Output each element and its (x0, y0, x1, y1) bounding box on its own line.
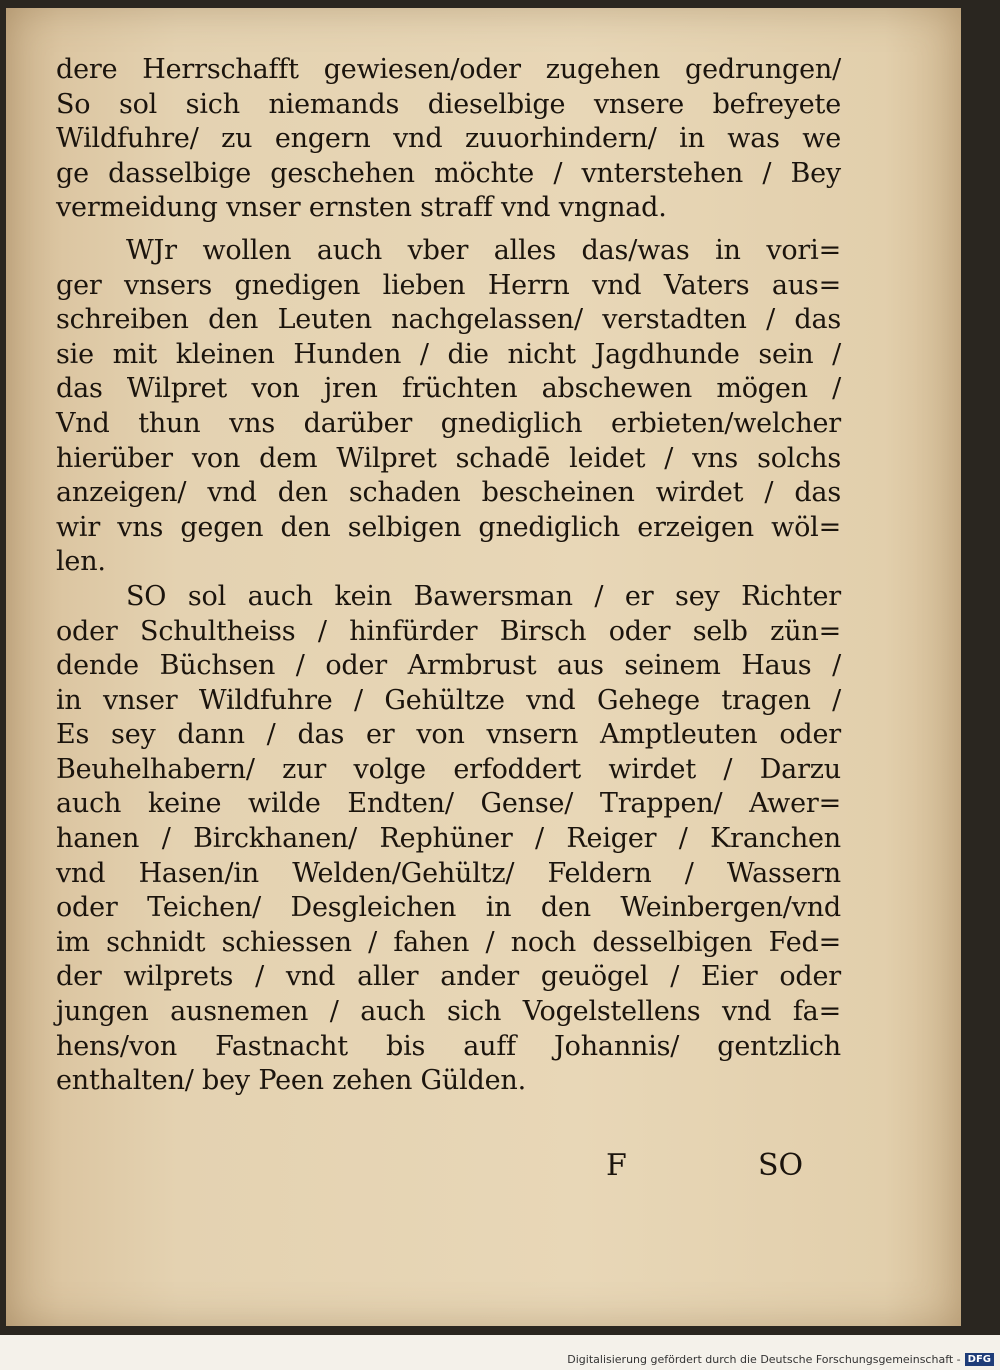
book-page (6, 8, 961, 1326)
text-line: hierüber von dem Wilpret schadē leidet / vns solchs (56, 442, 841, 474)
text-line: Vnd thun vns darüber gnediglich erbieten/welcher (56, 407, 841, 439)
text-line: anzeigen/ vnd den schaden bescheinen wirdet / das (56, 477, 841, 509)
digitization-footer (567, 1353, 994, 1366)
text-line: dende Büchsen / oder Armbrust aus seinem Haus / (56, 650, 841, 682)
text-line: hanen / Birckhanen/ Rephüner / Reiger / Kranchen (56, 823, 841, 855)
catchword: SO (758, 1148, 804, 1183)
text-line: enthalten/ bey Peen zehen Gülden. (56, 1065, 526, 1097)
text-line: len. (56, 546, 106, 578)
text-line: ge dasselbige geschehen möchte / vnterstehen / Bey (56, 157, 841, 189)
text-line: auch keine wilde Endten/ Gense/ Trappen/ Awer= (56, 788, 841, 820)
dfg-logo: DFG (965, 1353, 994, 1366)
text-line: WJr wollen auch vber alles das/was in vori= (126, 234, 841, 266)
text-line: jungen ausnemen / auch sich Vogelstellens vnd fa= (56, 996, 841, 1028)
text-line: So sol sich niemands dieselbige vnsere befreyete (56, 88, 841, 120)
paragraph-3 (56, 580, 841, 1099)
text-line: wir vns gegen den selbigen gnediglich erzeigen wöl= (56, 511, 841, 543)
signature-mark: F (606, 1148, 627, 1183)
text-line: dere Herrschafft gewiesen/oder zugehen gedrungen/ (56, 54, 841, 85)
text-line: sie mit kleinen Hunden / die nicht Jagdhunde sein / (56, 338, 841, 370)
text-line: Beuhelhabern/ zur volge erfoddert wirdet / Darzu (56, 753, 841, 785)
text-line: SO sol auch kein Bawersman / er sey Richter (126, 580, 841, 612)
text-line: schreiben den Leuten nachgelassen/ verstadten / das (56, 304, 841, 336)
footer-label: Digitalisierung gefördert durch die Deutsche Forschungsgemeinschaft - (567, 1353, 961, 1366)
text-line: Es sey dann / das er von vnsern Amptleuten oder (56, 719, 841, 751)
text-line: ger vnsers gnedigen lieben Herrn vnd Vaters aus= (56, 269, 841, 301)
text-line: oder Teichen/ Desgleichen in den Weinbergen/vnd (56, 892, 841, 924)
text-line: hens/von Fastnacht bis auff Johannis/ gentzlich (56, 1030, 841, 1062)
text-line: Wildfuhre/ zu engern vnd zuuorhindern/ in was we (56, 123, 841, 155)
text-line: das Wilpret von jren früchten abschewen mögen / (56, 373, 841, 405)
paragraph-2 (56, 234, 841, 580)
text-line: im schnidt schiessen / fahen / noch desselbigen Fed= (56, 926, 841, 958)
text-line: vermeidung vnser ernsten straff vnd vngnad. (56, 192, 667, 224)
text-line: oder Schultheiss / hinfürder Birsch oder selb zün= (56, 615, 841, 647)
paragraph-1 (56, 53, 841, 226)
text-line: der wilprets / vnd aller ander geuögel / Eier oder (56, 961, 841, 993)
text-line: in vnser Wildfuhre / Gehültze vnd Gehege tragen / (56, 684, 841, 716)
page-text (56, 53, 841, 1099)
text-line: vnd Hasen/in Welden/Gehültz/ Feldern / Wassern (56, 857, 841, 889)
